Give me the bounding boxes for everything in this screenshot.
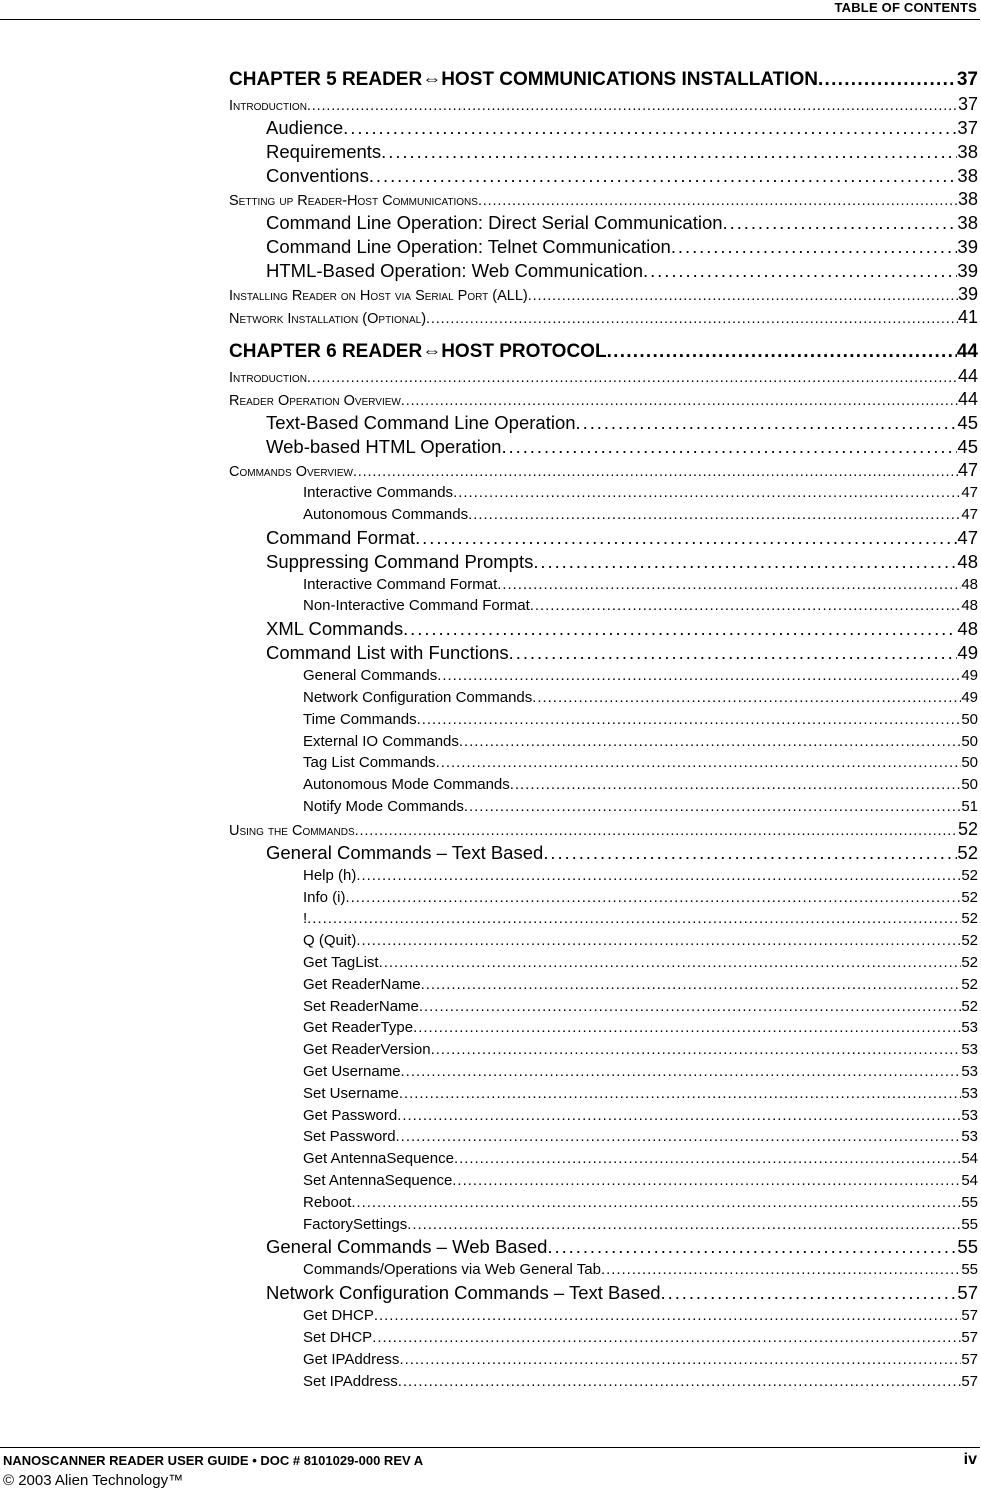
- dot-leader: [401, 390, 958, 411]
- toc-sub-entry[interactable]: [229, 411, 978, 435]
- dot-leader: [532, 687, 961, 709]
- toc-item-entry[interactable]: [229, 687, 978, 709]
- toc-sub-entry[interactable]: [229, 617, 978, 641]
- toc-entry-page-number: 52: [961, 953, 978, 971]
- toc-entry-page-number: 52: [957, 818, 978, 839]
- footer-page-number: iv: [963, 1451, 977, 1468]
- toc-entry-title: Reader Operation Overview: [229, 393, 401, 409]
- toc-entry-title: Set AntennaSequence: [303, 1171, 453, 1189]
- toc-entry-page-number: 53: [961, 1106, 978, 1124]
- toc-item-entry[interactable]: [229, 752, 978, 774]
- toc-entry-page-number: 55: [961, 1261, 978, 1279]
- dot-leader: [468, 504, 961, 526]
- toc-entry-title: Get ReaderVersion: [303, 1041, 431, 1059]
- dot-leader: [401, 1061, 962, 1083]
- toc-entry-title: Get DHCP: [303, 1307, 374, 1325]
- toc-section-entry[interactable]: [229, 388, 978, 411]
- toc-item-entry[interactable]: [229, 1214, 978, 1236]
- toc-item-entry[interactable]: [229, 996, 978, 1018]
- toc-entry-page-number: 54: [961, 1171, 978, 1189]
- toc-sub-entry[interactable]: [229, 211, 978, 235]
- toc-sub-entry[interactable]: [229, 550, 978, 574]
- toc-entry-title: Time Commands: [303, 710, 417, 728]
- toc-item-entry[interactable]: [229, 1083, 978, 1105]
- dot-leader: [413, 1017, 961, 1039]
- toc-entry-title: Network Configuration Commands – Text Based: [266, 1282, 661, 1304]
- dot-leader: [454, 1148, 961, 1170]
- toc-entry-page-number: 57: [961, 1307, 978, 1325]
- dot-leader: [478, 190, 958, 211]
- toc-entry-title: !: [303, 910, 308, 928]
- toc-entry-page-number: 38: [957, 189, 978, 209]
- toc-entry-page-number: 53: [961, 1041, 978, 1059]
- dot-leader: [346, 887, 962, 909]
- toc-entry-page-number: 53: [961, 1062, 978, 1080]
- dot-leader: [453, 482, 961, 504]
- dot-leader: [661, 1281, 958, 1305]
- toc-entry-title: Network Installation (Optional): [229, 311, 427, 327]
- toc-entry-title: Command Line Operation: Direct Serial Communication: [266, 212, 723, 233]
- toc-item-entry[interactable]: [229, 1259, 978, 1281]
- toc-entry-page-number: 44: [956, 341, 978, 362]
- toc-entry-title: Text-Based Command Line Operation: [266, 412, 576, 433]
- toc-entry-page-number: 51: [961, 797, 978, 815]
- toc-entry-page-number: 47: [957, 526, 978, 548]
- toc-item-entry[interactable]: [229, 930, 978, 952]
- dot-leader: [355, 820, 958, 841]
- toc-entry-title: Conventions: [266, 165, 369, 186]
- chapter-gap: [229, 329, 978, 339]
- toc-entry-page-number: 57: [957, 1282, 978, 1304]
- toc-entry-title: Autonomous Commands: [303, 505, 469, 523]
- toc-entry-title: Get TagList: [303, 953, 379, 971]
- dot-leader: [436, 752, 962, 774]
- toc-item-entry[interactable]: [229, 1105, 978, 1127]
- toc-entry-page-number: 53: [961, 1084, 978, 1102]
- footer-divider: [0, 1447, 980, 1448]
- toc-entry-title: Setting up Reader-Host Communications: [229, 193, 478, 209]
- dot-leader: [415, 526, 957, 550]
- toc-item-entry[interactable]: [229, 709, 978, 731]
- toc-entry-page-number: 39: [957, 260, 978, 281]
- toc-entry-title: Interactive Commands: [303, 484, 454, 501]
- toc-sub-entry[interactable]: [229, 164, 978, 188]
- toc-entry-page-number: 55: [961, 1193, 978, 1211]
- toc-item-entry[interactable]: [229, 482, 978, 504]
- toc-entry-page-number: 54: [961, 1150, 978, 1168]
- dot-leader: [497, 574, 961, 596]
- dot-leader: [671, 235, 958, 259]
- toc-section-entry[interactable]: [229, 306, 978, 329]
- dot-leader: [397, 1105, 961, 1127]
- toc-section-entry[interactable]: [229, 283, 978, 306]
- toc-entry-page-number: 48: [961, 575, 978, 593]
- toc-item-entry[interactable]: [229, 887, 978, 909]
- toc-entry-title: CHAPTER 6 READER⇔HOST PROTOCOL: [229, 341, 607, 362]
- toc-entry-title: Network Configuration Commands: [303, 688, 533, 706]
- dot-leader: [530, 595, 962, 617]
- toc-entry-page-number: 52: [957, 841, 978, 863]
- toc-item-entry[interactable]: [229, 1305, 978, 1327]
- toc-entry-page-number: 39: [957, 236, 978, 257]
- toc-entry-page-number: 57: [961, 1328, 978, 1346]
- dot-leader: [464, 796, 961, 818]
- toc-entry-title: Commands Overview: [229, 464, 353, 480]
- dot-leader: [643, 259, 957, 283]
- toc-entry-page-number: 44: [957, 366, 978, 386]
- dot-leader: [379, 952, 962, 974]
- dot-leader: [419, 996, 961, 1018]
- toc-entry-title: Get IPAddress: [303, 1350, 400, 1368]
- toc-item-entry[interactable]: [229, 731, 978, 753]
- toc-entry-title: Command Format: [266, 526, 416, 548]
- dot-leader: [459, 731, 961, 753]
- toc-item-entry[interactable]: [229, 865, 978, 887]
- toc-entry-title: Requirements: [266, 141, 382, 162]
- toc-item-entry[interactable]: [229, 952, 978, 974]
- dot-leader: [398, 1371, 962, 1393]
- toc-entry-page-number: 47: [961, 484, 978, 501]
- toc-entry-title: XML Commands: [266, 618, 404, 640]
- toc-entry-title: Set ReaderName: [303, 997, 419, 1015]
- dot-leader: [543, 841, 957, 865]
- dot-leader: [307, 367, 958, 388]
- toc-entry-title: CHAPTER 5 READER⇔HOST COMMUNICATIONS INSTALLATION: [229, 69, 818, 90]
- toc-entry-title: General Commands: [303, 667, 438, 685]
- toc-entry-page-number: 52: [961, 975, 978, 993]
- toc-sub-entry[interactable]: [229, 526, 978, 550]
- toc-entry-title: Introduction: [229, 98, 307, 114]
- toc-entry-title: Command List with Functions: [266, 642, 509, 664]
- toc-entry-page-number: 50: [961, 710, 978, 728]
- toc-entry-page-number: 38: [957, 141, 978, 162]
- toc-item-entry[interactable]: [229, 504, 978, 526]
- toc-entry-page-number: 44: [957, 389, 978, 409]
- toc-entry-page-number: 37: [956, 69, 978, 90]
- toc-entry-page-number: 39: [957, 284, 978, 304]
- dot-leader: [501, 435, 957, 459]
- dot-leader: [356, 930, 961, 952]
- toc-section-entry[interactable]: [229, 93, 978, 116]
- toc-entry-page-number: 57: [961, 1350, 978, 1368]
- toc-section-entry[interactable]: [229, 365, 978, 388]
- toc-item-entry[interactable]: [229, 1371, 978, 1393]
- toc-entry-title: Interactive Command Format: [303, 575, 498, 593]
- dot-leader: [343, 116, 957, 140]
- toc-entry-title: Q (Quit): [303, 932, 357, 950]
- dot-leader: [369, 164, 958, 188]
- toc-entry-title: External IO Commands: [303, 732, 459, 750]
- toc-entry-title: Notify Mode Commands: [303, 797, 464, 815]
- dot-leader: [356, 865, 961, 887]
- toc-entry-title: HTML-Based Operation: Web Communication: [266, 260, 644, 281]
- toc-item-entry[interactable]: [229, 908, 978, 930]
- toc-entry-page-number: 37: [957, 117, 978, 138]
- toc-entry-page-number: 52: [961, 888, 978, 906]
- toc-entry-title: Info (i): [303, 888, 346, 906]
- toc-sub-entry[interactable]: [229, 235, 978, 259]
- toc-entry-page-number: 48: [957, 550, 978, 572]
- toc-item-entry[interactable]: [229, 974, 978, 996]
- toc-entry-title: Set IPAddress: [303, 1372, 398, 1390]
- dot-leader: [601, 1259, 961, 1281]
- toc-entry-page-number: 38: [957, 212, 978, 233]
- dot-leader: [307, 908, 961, 930]
- toc-item-entry[interactable]: [229, 595, 978, 617]
- dot-leader: [421, 974, 962, 996]
- dot-leader: [399, 1083, 961, 1105]
- toc-entry-title: Help (h): [303, 866, 357, 884]
- dot-leader: [374, 1305, 961, 1327]
- toc-chapter-entry[interactable]: [229, 339, 978, 365]
- toc-entry-page-number: 53: [961, 1019, 978, 1037]
- running-header-title: TABLE OF CONTENTS: [834, 0, 977, 15]
- dot-leader: [818, 67, 957, 93]
- toc-entry-title: Introduction: [229, 370, 307, 386]
- toc-sub-entry[interactable]: [229, 140, 978, 164]
- toc-entry-page-number: 50: [961, 754, 978, 772]
- toc-entry-page-number: 53: [961, 1128, 978, 1146]
- toc-section-entry[interactable]: [229, 818, 978, 841]
- toc-entry-page-number: 41: [957, 307, 978, 327]
- table-of-contents: [229, 67, 978, 1392]
- toc-entry-title: Suppressing Command Prompts: [266, 550, 534, 572]
- toc-section-entry[interactable]: [229, 459, 978, 482]
- toc-entry-page-number: 49: [957, 642, 978, 664]
- dot-leader: [437, 665, 961, 687]
- dot-leader: [307, 95, 958, 116]
- toc-item-entry[interactable]: [229, 1126, 978, 1148]
- toc-entry-page-number: 47: [961, 505, 978, 523]
- toc-item-entry[interactable]: [229, 1148, 978, 1170]
- toc-entry-page-number: 37: [957, 94, 978, 114]
- toc-item-entry[interactable]: [229, 574, 978, 596]
- dot-leader: [533, 550, 957, 574]
- toc-entry-page-number: 38: [957, 165, 978, 186]
- toc-item-entry[interactable]: [229, 1327, 978, 1349]
- toc-sub-entry[interactable]: [229, 259, 978, 283]
- dot-leader: [431, 1039, 962, 1061]
- toc-entry-title: Set Password: [303, 1128, 396, 1146]
- toc-entry-page-number: 52: [961, 997, 978, 1015]
- dot-leader: [407, 1214, 961, 1236]
- toc-entry-title: General Commands – Web Based: [266, 1236, 548, 1258]
- toc-entry-title: Get ReaderName: [303, 975, 421, 993]
- toc-entry-page-number: 45: [957, 412, 978, 433]
- toc-entry-title: Tag List Commands: [303, 754, 436, 772]
- dot-leader: [396, 1126, 962, 1148]
- toc-entry-page-number: 52: [961, 866, 978, 884]
- toc-sub-entry[interactable]: [229, 841, 978, 865]
- toc-entry-page-number: 47: [957, 460, 978, 480]
- toc-entry-page-number: 48: [961, 597, 978, 615]
- dot-leader: [372, 1327, 961, 1349]
- toc-entry-page-number: 52: [961, 932, 978, 950]
- toc-entry-title: Installing Reader on Host via Serial Port (ALL): [229, 288, 528, 304]
- toc-sub-entry[interactable]: [229, 435, 978, 459]
- footer-document-id: NANOSCANNER READER USER GUIDE • DOC # 8101029-000 REV A: [3, 1453, 424, 1468]
- dot-leader: [509, 641, 958, 665]
- toc-entry-page-number: 45: [957, 436, 978, 457]
- toc-entry-title: Get ReaderType: [303, 1019, 414, 1037]
- toc-entry-page-number: 48: [957, 618, 978, 640]
- dot-leader: [607, 339, 957, 365]
- toc-sub-entry[interactable]: [229, 641, 978, 665]
- toc-entry-title: Reboot: [303, 1193, 352, 1211]
- toc-entry-title: Non-Interactive Command Format: [303, 597, 530, 615]
- dot-leader: [351, 1192, 961, 1214]
- dot-leader: [403, 617, 957, 641]
- toc-section-entry[interactable]: [229, 188, 978, 211]
- dot-leader: [417, 709, 962, 731]
- toc-entry-title: Set Username: [303, 1084, 399, 1102]
- toc-item-entry[interactable]: [229, 1039, 978, 1061]
- toc-entry-page-number: 49: [961, 667, 978, 685]
- dot-leader: [452, 1170, 961, 1192]
- footer-copyright: © 2003 Alien Technology™: [3, 1472, 184, 1489]
- toc-item-entry[interactable]: [229, 1170, 978, 1192]
- toc-item-entry[interactable]: [229, 1017, 978, 1039]
- toc-item-entry[interactable]: [229, 1192, 978, 1214]
- toc-entry-title: Get Password: [303, 1106, 398, 1124]
- dot-leader: [547, 1235, 957, 1259]
- toc-entry-title: Autonomous Mode Commands: [303, 776, 510, 794]
- toc-entry-page-number: 57: [961, 1372, 978, 1390]
- dot-leader: [510, 774, 962, 796]
- toc-item-entry[interactable]: [229, 1349, 978, 1371]
- toc-entry-page-number: 52: [961, 910, 978, 928]
- toc-entry-page-number: 55: [961, 1215, 978, 1233]
- dot-leader: [353, 461, 958, 482]
- toc-item-entry[interactable]: [229, 1061, 978, 1083]
- dot-leader: [426, 308, 958, 329]
- toc-sub-entry[interactable]: [229, 1235, 978, 1259]
- toc-sub-entry[interactable]: [229, 1281, 978, 1305]
- toc-entry-page-number: 49: [961, 688, 978, 706]
- toc-entry-page-number: 55: [957, 1236, 978, 1258]
- toc-item-entry[interactable]: [229, 665, 978, 687]
- toc-item-entry[interactable]: [229, 796, 978, 818]
- toc-entry-title: Command Line Operation: Telnet Communication: [266, 236, 671, 257]
- dot-leader: [723, 211, 958, 235]
- toc-sub-entry[interactable]: [229, 116, 978, 140]
- toc-entry-title: Audience: [266, 117, 344, 138]
- toc-chapter-entry[interactable]: [229, 67, 978, 93]
- dot-leader: [576, 411, 958, 435]
- toc-entry-page-number: 50: [961, 776, 978, 794]
- toc-entry-page-number: 50: [961, 732, 978, 750]
- toc-entry-title: Get Username: [303, 1062, 401, 1080]
- toc-entry-title: FactorySettings: [303, 1215, 408, 1233]
- toc-entry-title: Set DHCP: [303, 1328, 373, 1346]
- toc-entry-title: Using the Commands: [229, 822, 355, 839]
- toc-entry-title: Web-based HTML Operation: [266, 436, 502, 457]
- dot-leader: [399, 1349, 961, 1371]
- toc-entry-title: General Commands – Text Based: [266, 841, 544, 863]
- dot-leader: [528, 285, 958, 306]
- header-divider: [0, 19, 980, 20]
- toc-item-entry[interactable]: [229, 774, 978, 796]
- toc-entry-title: Commands/Operations via Web General Tab: [303, 1261, 601, 1279]
- dot-leader: [381, 140, 957, 164]
- toc-entry-title: Get AntennaSequence: [303, 1150, 454, 1168]
